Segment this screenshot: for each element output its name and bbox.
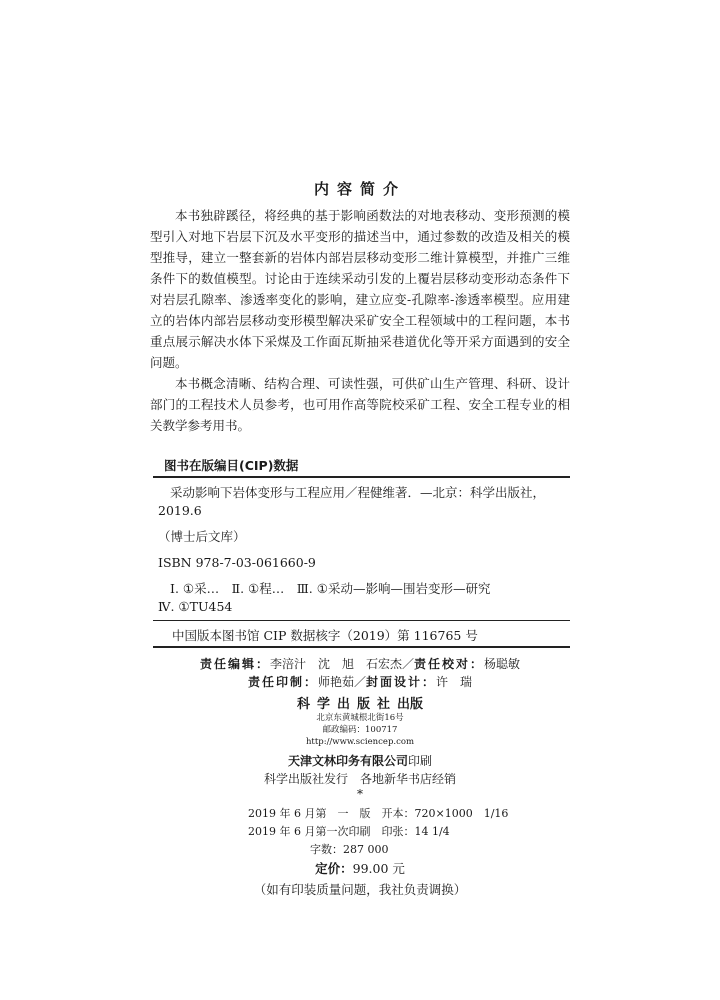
cip-title-line: 采动影响下岩体变形与工程应用／程健维著．—北京：科学出版社，: [170, 485, 546, 500]
specs-row-2: [248, 823, 508, 841]
price-line: [0, 859, 720, 877]
publisher-address: 北京东黄城根北街16号: [316, 713, 404, 723]
price-label: 定价：: [315, 861, 353, 876]
publisher-logo-text: 科学出版社: [296, 697, 397, 712]
cip-top-rule: [153, 476, 570, 478]
word-count: 字数：287 000: [310, 843, 389, 856]
cip-bottom-rule: [153, 646, 570, 648]
specs-row-1: [248, 805, 508, 823]
summary-text: [150, 205, 570, 436]
distribution-line: 科学出版社发行 各地新华书店经销: [263, 772, 456, 786]
editor-label: 责任编辑：: [199, 657, 270, 671]
cip-isbn: ISBN 978-7-03-061660-9: [158, 555, 316, 570]
cip-heading: 图书在版编目(CIP)数据: [164, 458, 299, 473]
credits-line-2: 责任印制：师艳茹／封面设计：许 瑞: [247, 675, 473, 689]
cip-series: （博士后文库）: [158, 529, 246, 544]
printer-name: 天津文林印务有限公司: [287, 754, 408, 768]
publisher-url: http://www.sciencep.com: [305, 737, 415, 747]
publisher-line: [0, 693, 720, 712]
cip-middle-rule: [153, 620, 570, 621]
printer-suffix: 印刷: [408, 754, 433, 768]
summary-title: 内容简介: [313, 180, 406, 198]
publisher-postcode: 邮政编码：100717: [322, 725, 398, 735]
printer-line: [0, 752, 720, 769]
cover-designer: 许 瑞: [436, 675, 473, 689]
print-specs: [248, 805, 508, 859]
editors: 李涪汁 沈 旭 石宏杰: [269, 657, 402, 671]
summary-paragraph-1: 本书独辟蹊径，将经典的基于影响函数法的对地表移动、变形预测的模型引入对地下岩层下沉及水平变形的描述当中，通过参数的改造及相关的模型推导，建立一整套新的岩体内部岩层移动变形二维计算模型，并推广三维条件下的数值模型。讨论由于连续采动引发的上覆岩层移动变形动态条件下对岩层孔隙率、渗透率变化的影响，建立应变-孔隙率-渗透率模型。应用建立的岩体内部岩层移动变形模型解决采矿安全工程领域中的工程问题，本书重点展示解决水体下采煤及工作面瓦斯抽采巷道优化等开采方面遇到的安全问题。: [150, 208, 570, 370]
cip-classification-1: Ⅰ. ①采… Ⅱ. ①程… Ⅲ. ①采动—影响—围岩变形—研究: [170, 581, 491, 596]
cip-data-block: [150, 484, 570, 616]
quality-notice: （如有印装质量问题，我社负责调换）: [253, 882, 467, 897]
proof-label: 责任校对：: [414, 657, 485, 671]
publisher-suffix: 出版: [397, 697, 424, 712]
cip-check-number: 中国版本图书馆 CIP 数据核字（2019）第 116765 号: [172, 628, 478, 643]
cip-classification-2: Ⅳ. ①TU454: [158, 599, 233, 614]
separator-star: *: [357, 787, 363, 801]
print-sheets: 印张：14 1/4: [381, 825, 450, 838]
summary-paragraph-2: 本书概念清晰、结构合理、可读性强，可供矿山生产管理、科研、设计部门的工程技术人员参考，也可用作高等院校采矿工程、安全工程专业的相关教学参考用书。: [150, 376, 570, 433]
printing: 2019 年 6 月第一次印刷: [248, 825, 371, 838]
print-supervisor: 师艳茹: [317, 675, 354, 689]
proofreader: 杨聪敏: [484, 657, 521, 671]
design-label: 封面设计：: [366, 675, 437, 689]
credits-line-1: 责任编辑：李涪汁 沈 旭 石宏杰／责任校对：杨聪敏: [199, 657, 521, 671]
print-label: 责任印制：: [247, 675, 318, 689]
price-value: 99.00 元: [352, 861, 405, 876]
edition: 2019 年 6 月第 一 版: [248, 807, 371, 820]
cip-year-line: 2019.6: [158, 503, 202, 518]
book-format: 开本：720×1000 1/16: [381, 807, 509, 820]
